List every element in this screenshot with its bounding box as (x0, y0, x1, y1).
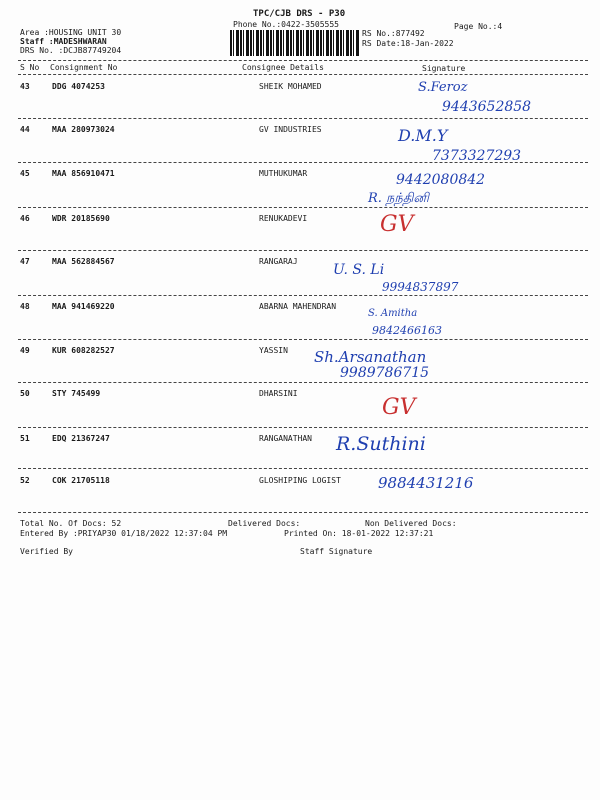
column-signature: Signature (422, 64, 466, 73)
signature-text: GV (380, 212, 414, 237)
printed-on: Printed On: 18-01-2022 12:37:21 (284, 529, 434, 538)
row-consignment: COK 21705118 (52, 476, 110, 485)
signature-text: R.Suthini (336, 433, 426, 455)
drs-number: DRS No. :DCJB87749204 (20, 46, 122, 55)
row-sno: 48 (20, 302, 30, 311)
row-sno: 52 (20, 476, 30, 485)
row-consignee: GLOSHIPING LOGIST (259, 476, 341, 485)
row-consignment: MAA 941469220 (52, 302, 115, 311)
signature-text: R. நந்தினி (368, 191, 429, 206)
signature-text: S.Feroz (418, 80, 468, 95)
column-consignment: Consignment No (50, 63, 118, 72)
row-consignment: MAA 280973024 (52, 125, 115, 134)
row-consignment: MAA 562884567 (52, 257, 115, 266)
verified-by: Verified By (20, 547, 73, 556)
signature-phone: 9989786715 (340, 365, 430, 381)
page-number: Page No.:4 (454, 22, 503, 31)
total-docs: Total No. Of Docs: 52 (20, 519, 122, 528)
row-divider (18, 512, 588, 513)
row-consignment: KUR 608282527 (52, 346, 115, 355)
signature-text: 9884431216 (378, 474, 474, 492)
row-divider (18, 427, 588, 428)
row-sno: 50 (20, 389, 30, 398)
signature-text: S. Amitha (368, 308, 418, 319)
signature-phone: 7373327293 (432, 148, 522, 164)
column-sno: S No (20, 63, 40, 72)
row-divider (18, 162, 588, 163)
row-divider (18, 207, 588, 208)
row-sno: 46 (20, 214, 30, 223)
row-sno: 45 (20, 169, 30, 178)
row-consignee: MUTHUKUMAR (259, 169, 308, 178)
row-consignee: RENUKADEVI (259, 214, 308, 223)
row-consignment: EDQ 21367247 (52, 434, 110, 443)
row-consignee: RANGARAJ (259, 257, 298, 266)
report-title: TPC/CJB DRS - P30 (253, 9, 346, 19)
row-consignee: ABARNA MAHENDRAN (259, 302, 337, 311)
row-divider (18, 250, 588, 251)
signature-phone: 9994837897 (382, 280, 459, 294)
row-consignment: STY 745499 (52, 389, 101, 398)
row-consignee: GV INDUSTRIES (259, 125, 322, 134)
row-divider (18, 295, 588, 296)
row-sno: 43 (20, 82, 30, 91)
row-consignment: DDG 4074253 (52, 82, 105, 91)
rs-date: RS Date:18-Jan-2022 (362, 39, 454, 48)
staff-label: Staff :MADESHWARAN (20, 37, 107, 46)
header-bottom-rule (18, 74, 588, 75)
signature-phone: 9842466163 (372, 324, 442, 337)
area-label: Area :HOUSING UNIT 30 (20, 28, 122, 37)
row-sno: 49 (20, 346, 30, 355)
row-divider (18, 382, 588, 383)
row-consignment: MAA 856910471 (52, 169, 115, 178)
row-divider (18, 118, 588, 119)
signature-text: GV (382, 395, 416, 420)
signature-phone: 9442080842 (396, 172, 486, 188)
rs-number: RS No.:877492 (362, 29, 425, 38)
barcode (230, 30, 360, 56)
row-sno: 47 (20, 257, 30, 266)
phone-number: Phone No.:0422-3505555 (233, 20, 339, 29)
row-divider (18, 468, 588, 469)
row-consignment: WDR 20185690 (52, 214, 110, 223)
header-top-rule (18, 60, 588, 61)
row-consignee: SHEIK MOHAMED (259, 82, 322, 91)
column-consignee: Consignee Details (242, 63, 324, 72)
signature-phone: 9443652858 (442, 99, 532, 115)
row-sno: 44 (20, 125, 30, 134)
row-sno: 51 (20, 434, 30, 443)
entered-by: Entered By :PRIYAP30 01/18/2022 12:37:04 PM (20, 529, 228, 538)
signature-text: U. S. Li (333, 262, 385, 278)
row-consignee: DHARSINI (259, 389, 298, 398)
row-consignee: RANGANATHAN (259, 434, 312, 443)
staff-signature: Staff Signature (300, 547, 373, 556)
row-consignee: YASSIN (259, 346, 288, 355)
row-divider (18, 339, 588, 340)
non-delivered-docs: Non Delivered Docs: (365, 519, 457, 528)
signature-text: D.M.Y (398, 126, 448, 145)
signature-text: Sh.Arsanathan (314, 348, 427, 366)
delivered-docs: Delivered Docs: (228, 519, 301, 528)
